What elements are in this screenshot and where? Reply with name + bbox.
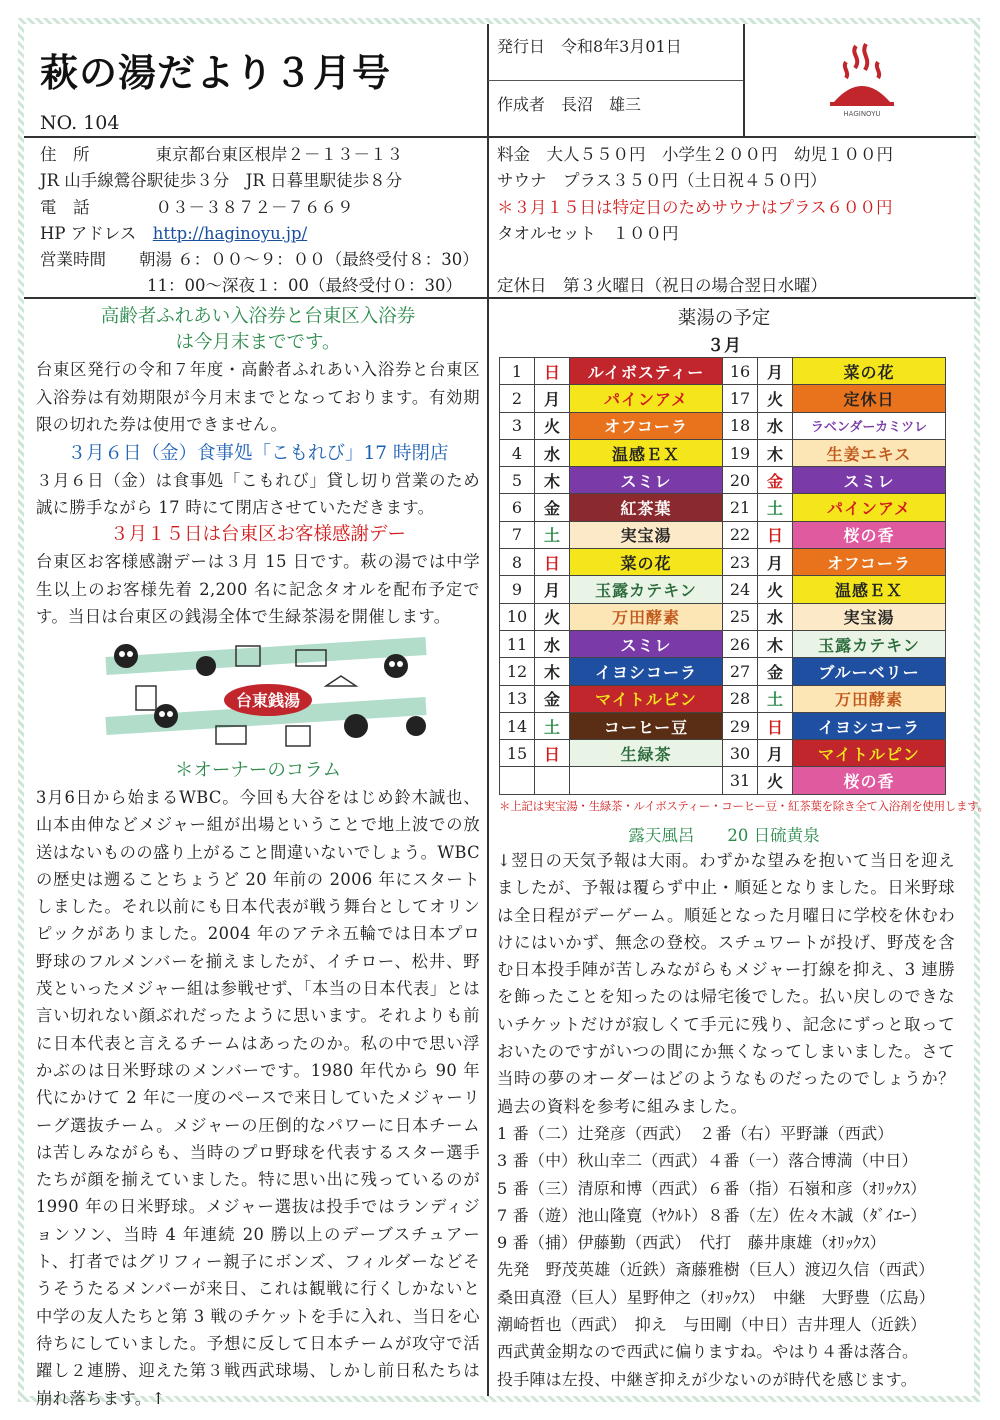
day-number: 27 [723,658,758,685]
weekday: 月 [758,358,793,385]
bath-name: マイトルピン [793,740,946,767]
hours-morning: 営業時間 朝湯 ６：００～９：００（最終受付８：30） [40,250,479,270]
hp-link[interactable]: http://haginoyu.jp/ [152,223,308,243]
day-number: 23 [723,549,758,576]
day-number: 30 [723,740,758,767]
day-number: 3 [500,412,535,439]
thanks-day-text: 台東区お客様感謝デーは３月 15 日です。萩の湯では中学生以上のお客様先着 2,200 名に記念タオルを配布予定です。当日は台東区の銭湯全体で生緑茶湯を開催します。 [36,551,480,627]
day-number: 9 [500,576,535,603]
bath-name: パインアメ [793,494,946,521]
bath-name: オフコーラ [793,549,946,576]
bath-name: イヨシコーラ [570,658,723,685]
weekday: 火 [758,576,793,603]
schedule-row [500,685,946,712]
bath-name: イヨシコーラ [793,712,946,739]
day-number: 8 [500,549,535,576]
day-number [500,767,535,794]
hp-label: HP アドレス [40,223,137,243]
day-number: 13 [500,685,535,712]
schedule-row [500,385,946,412]
weekday: 金 [535,494,570,521]
bath-name: 温感ＥＸ [570,439,723,466]
weekday: 土 [758,685,793,712]
outdoor-bath: 露天風呂 20 日硫黄泉 [628,826,820,845]
schedule-row [500,549,946,576]
issue-date: 発行日 令和8年3月01日 [497,37,682,56]
issue-number: NO. 104 [40,112,120,134]
weekday: 日 [758,712,793,739]
schedule-row [500,767,946,794]
schedule-row [500,740,946,767]
day-number: 10 [500,603,535,630]
day-number: 4 [500,439,535,466]
bath-name: スミレ [570,630,723,657]
herbal-bath-schedule [499,357,946,795]
schedule-row [500,658,946,685]
lineup-line: 1 番（二）辻発彦（西武） ２番（右）平野謙（西武） [497,1123,894,1143]
weekday [535,767,570,794]
bath-name: 桜の香 [793,521,946,548]
address: 住 所 東京都台東区根岸２－１３－１３ [40,145,403,164]
contact-info [40,142,480,300]
heading-thanks-day: ３月１５日は台東区お客様感謝デー [109,523,406,545]
bath-name: スミレ [570,467,723,494]
weekday: 火 [535,412,570,439]
access: JR 山手線鶯谷駅徒歩３分 JR 日暮里駅徒歩８分 [40,171,403,191]
bath-name: 実宝湯 [793,603,946,630]
bath-name: 生緑茶 [570,740,723,767]
bath-name: 玉露カテキン [793,630,946,657]
weekday: 土 [535,521,570,548]
day-number: 18 [723,412,758,439]
schedule-row [500,358,946,385]
weekday: 火 [535,603,570,630]
day-number: 28 [723,685,758,712]
lineup-line: 9 番（捕）伊藤勤（西武） 代打 藤井康雄（ｵﾘｯｸｽ） [497,1233,886,1253]
day-number: 26 [723,630,758,657]
weekday: 金 [535,685,570,712]
column-continued-text: ↓翌日の天気予報は大雨。わずかな望みを抱いて当日を迎えましたが、予報は覆らず中止・順延となりました。日米野球は全日程がデーゲーム。順延となった月曜日に学校を休むわけにはいかず、無念の登校。スチュワートが投げ、野茂を含む日本投手陣が苦しみながらもメジャー打線を抑え、3 連勝を飾ったことを知ったのは帰宅後でした。払い戻しのできないチケットだけが寂しくて手元に残り、記念にずっと取っておいたのですがいつの間にか無くなってしまいました。さて当時の夢のオーダーはどのようなものだったのでしょうか？過去の資料を参考に組みました。 [497,851,955,1116]
haginoyu-logo-icon [822,40,902,120]
weekday: 日 [535,358,570,385]
day-number: 12 [500,658,535,685]
weekday: 木 [758,630,793,657]
bath-name: 菜の花 [793,358,946,385]
bath-name: マイトルピン [570,685,723,712]
day-number: 29 [723,712,758,739]
day-number: 16 [723,358,758,385]
bath-name: スミレ [793,467,946,494]
komorebi-text: ３月６日（金）は食事処「こもれび」貸し切り営業のため誠に勝手ながら 17 時にて閉店させていただきます。 [36,470,480,518]
day-number: 5 [500,467,535,494]
day-number: 19 [723,439,758,466]
bath-name [570,767,723,794]
towel-fee: タオルセット １００円 [497,223,679,243]
bath-name: パインアメ [570,385,723,412]
newsletter-title: 萩の湯だより３月号 [40,51,392,95]
fee: 料金 大人５５０円 小学生２００円 幼児１００円 [497,145,893,164]
weekday: 木 [535,467,570,494]
owner-column [36,758,480,1412]
bath-name: 紅茶葉 [570,494,723,521]
schedule-month: ３月 [707,336,741,356]
sauna-fee: サウナ プラス３５０円（土日祝４５０円） [497,171,827,191]
lineup-line: 潮崎哲也（西武） 抑え 与田剛（中日）吉井理人（近鉄） [497,1315,927,1335]
day-number: 1 [500,358,535,385]
bath-name: 万田酵素 [793,685,946,712]
phone: 電 話 ０３－３８７２－７６６９ [40,197,354,217]
weekday: 月 [758,549,793,576]
bath-name: 温感ＥＸ [793,576,946,603]
day-number: 7 [500,521,535,548]
day-number: 2 [500,385,535,412]
taito-sento-illustration [96,626,440,756]
lineup-line: 投手陣は左投、中継ぎ抑えが少ないのが時代を感じます。 [497,1369,917,1389]
lineup-line: 3 番（中）秋山幸二（西武）４番（一）落合博満（中日） [497,1151,918,1171]
lineup-line: 西武黄金期なので西武に偏りますね。やはり４番は落合。 [497,1342,919,1362]
day-number: 22 [723,521,758,548]
bath-name: 玉露カテキン [570,576,723,603]
schedule-row [500,576,946,603]
bath-ticket-text: 台東区発行の令和７年度・高齢者ふれあい入浴券と台東区入浴券は有効期限が今月末までとなっております。有効期限の切れた券は使用できません。 [36,360,480,435]
day-number: 6 [500,494,535,521]
schedule-row [500,412,946,439]
heading-bath-tickets: 高齢者ふれあい入浴券と台東区入浴券 は今月末までです。 [100,306,416,353]
left-column [36,304,480,631]
schedule-row [500,439,946,466]
bath-name: 菜の花 [570,549,723,576]
weekday: 木 [535,658,570,685]
weekday: 日 [535,740,570,767]
logo-text: HAGINOYU [843,110,881,118]
lineup-line: 先発 野茂英雄（近鉄）斎藤雅樹（巨人）渡辺久信（西武） [497,1260,935,1280]
weekday: 火 [758,767,793,794]
weekday: 月 [535,385,570,412]
weekday: 土 [758,494,793,521]
day-number: 20 [723,467,758,494]
weekday: 日 [758,521,793,548]
weekday: 火 [758,385,793,412]
bath-name: コーヒー豆 [570,712,723,739]
heading-owner-column: ＊オーナーのコラム [174,760,342,781]
schedule-title: 薬湯の予定 [677,308,771,329]
day-number: 25 [723,603,758,630]
weekday: 金 [758,658,793,685]
price-info [497,142,967,299]
weekday: 水 [758,603,793,630]
day-number: 31 [723,767,758,794]
weekday: 土 [535,712,570,739]
bath-name: ラベンダーカミツレ [793,412,946,439]
author: 作成者 長沼 雄三 [497,95,642,114]
weekday: 木 [758,439,793,466]
holiday: 定休日 第３火曜日（祝日の場合翌日水曜） [497,276,827,296]
day-number: 14 [500,712,535,739]
day-number: 17 [723,385,758,412]
bath-name: ルイボスティー [570,358,723,385]
schedule-row [500,603,946,630]
owner-column-text: 3月6日から始まるWBC。今回も大谷をはじめ鈴木誠也、山本由伸などメジャー組が出場ということで地上波での放送はないものの盛り上がること間違いないでしょう。WBC の歴史は遡ることちょうど 20 年前の 2006 年にスタートしました。それ以前にも日本代表が戦う舞台としてオリンピックがありました。2004 年のアテネ五輪では日本プロ野球のフルメンバーを揃えましたが、イチロー、松井、野茂といったメジャー組は参戦せず、「本当の日本代表」とは言い切れない顔ぶれだったように思います。それよりも前に日本代表と言えるチームはあったのか。私の中で思い浮かぶのは日米野球のメンバーです。1980 年代から 90 年代にかけて 2 年に一度のペースで来日していたメジャーリーグ選抜チーム。メジャーの圧倒的なパワーに日本チームは苦しみながらも、当時のプロ野球を代表するスター選手たちが顔を揃えていました。特に思い出に残っているのが 1990 年の日米野球。メジャー選抜は投手ではランディジョンソン、当時 4 年連続 20 勝以上のデーブスチュアート、打者ではグリフィー親子にボンズ、フィルダーなどそうそうたるメンバーが来日、これは観戦に行くしかないと中学の友人たちと第 3 戦のチケットを手に入れ、当日を心待ちにしていました。予想に反して日本チームが攻守で活躍し２連勝、迎えた第３戦西武球場、しかし前日私たちは崩れ落ちます。↑ [36,788,480,1408]
schedule-row [500,494,946,521]
schedule-row [500,630,946,657]
weekday: 水 [758,412,793,439]
bath-name: 定休日 [793,385,946,412]
special-notice: ＊３月１５日は特定日のためサウナはプラス６００円 [497,197,893,217]
weekday: 月 [535,576,570,603]
schedule-row [500,467,946,494]
owner-column-continued [497,847,955,1393]
schedule-note: ＊上記は実宝湯・生緑茶・ルイボスティー・コーヒー豆・紅茶葉を除き全て入浴剤を使用します。 [499,799,989,813]
heading-komorebi: ３月６日（金）食事処「こもれび」17 時閉店 [67,442,449,464]
weekday: 水 [535,439,570,466]
bath-name: ブルーベリー [793,658,946,685]
weekday: 日 [535,549,570,576]
weekday: 月 [758,740,793,767]
day-number: 11 [500,630,535,657]
bath-name: オフコーラ [570,412,723,439]
day-number: 21 [723,494,758,521]
schedule-row [500,712,946,739]
dream-lineup [497,1120,955,1393]
day-number: 15 [500,740,535,767]
bath-name: 生姜エキス [793,439,946,466]
lineup-line: 桑田真澄（巨人）星野伸之（ｵﾘｯｸｽ） 中継 大野豊（広島） [497,1287,936,1307]
hours-night: 11：00～深夜１：00（最終受付０：30） [147,276,462,296]
lineup-line: 7 番（遊）池山隆寛（ﾔｸﾙﾄ）８番（左）佐々木誠（ﾀﾞｲｴｰ） [497,1205,927,1225]
bath-name: 実宝湯 [570,521,723,548]
day-number: 24 [723,576,758,603]
illustration-title: 台東銭湯 [235,691,301,710]
weekday: 金 [758,467,793,494]
lineup-line: 5 番（三）清原和博（西武）６番（指）石嶺和彦（ｵﾘｯｸｽ） [497,1178,927,1198]
schedule-row [500,521,946,548]
bath-name: 桜の香 [793,767,946,794]
weekday: 水 [535,630,570,657]
bath-name: 万田酵素 [570,603,723,630]
